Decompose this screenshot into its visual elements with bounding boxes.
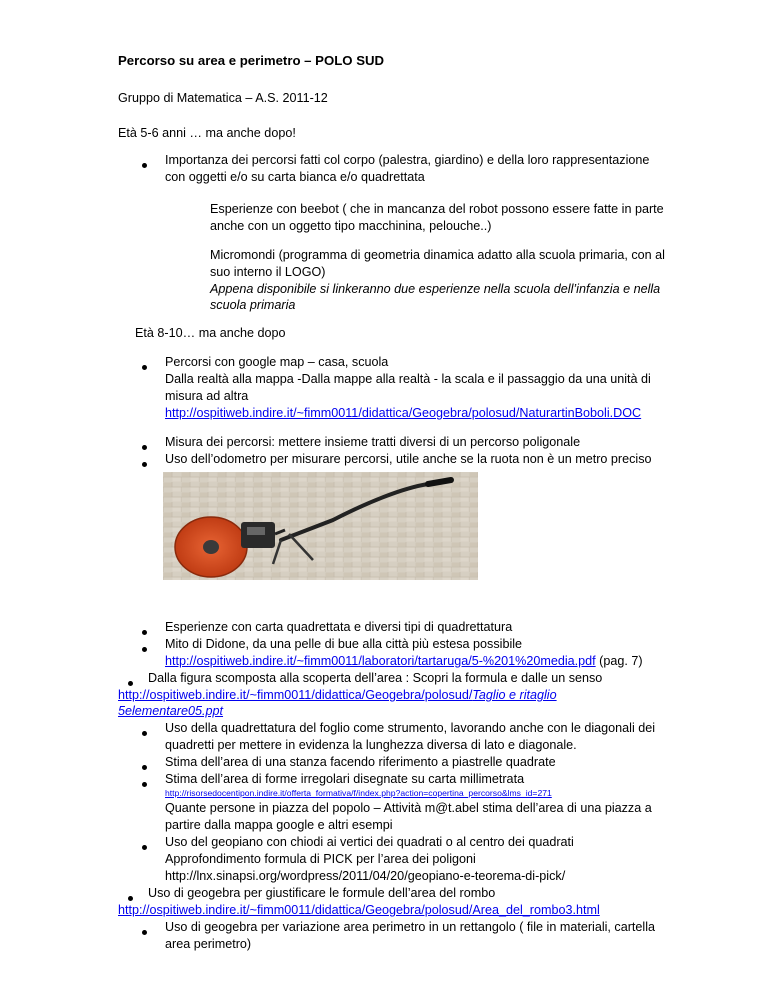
text-line: Approfondimento formula di PICK per l’area dei poligoni	[165, 852, 476, 866]
link-taglio-file[interactable]: 5elementare05.ppt	[118, 704, 224, 718]
text-line: Stima dell’area di forme irregolari disegnate su carta millimetrata	[165, 772, 525, 786]
text-line: Mito di Didone, da una pelle di bue alla città più estesa possibile	[165, 637, 523, 651]
text-line: partire dalla mappa google e altri esempi	[165, 818, 393, 832]
text-line: area perimetro)	[165, 937, 252, 951]
bullet-icon	[142, 365, 147, 370]
text-line: Uso di geogebra per variazione area perimetro in un rettangolo ( file in materiali, cartella	[165, 920, 656, 934]
text-line: Esperienze con beebot ( che in mancanza del robot possono essere fatte in parte	[210, 202, 664, 216]
bullet-icon	[142, 630, 147, 635]
link-naturart[interactable]: http://ospitiweb.indire.it/~fimm0011/didattica/Geogebra/polosud/NaturartinBoboli.DOC	[165, 406, 642, 420]
doc-title: Percorso su area e perimetro – POLO SUD	[118, 53, 385, 68]
link-risorse[interactable]: http://risorsedocentipon.indire.it/offerta_formativa/f/index.php?action=copertina_percorso&lms_id=271	[165, 788, 552, 798]
text-line: Percorsi con google map – casa, scuola	[165, 355, 389, 369]
page-ref: (pag. 7)	[595, 654, 643, 668]
text-line: Appena disponibile si linkeranno due esperienze nella scuola dell’infanzia e nella	[210, 282, 661, 296]
bullet-icon	[142, 731, 147, 736]
text-line: suo interno il LOGO)	[210, 265, 326, 279]
link-didone[interactable]: http://ospitiweb.indire.it/~fimm0011/laboratori/tartaruga/5-%201%20media.pdf	[165, 654, 596, 668]
link-taglio[interactable]: http://ospitiweb.indire.it/~fimm0011/didattica/Geogebra/polosud/	[118, 688, 473, 702]
text-line: Misura dei percorsi: mettere insieme tratti diversi di un percorso poligonale	[165, 435, 581, 449]
age-heading-2: Età 8-10… ma anche dopo	[135, 326, 286, 340]
link-rombo[interactable]: http://ospitiweb.indire.it/~fimm0011/didattica/Geogebra/polosud/Area_del_rombo3.html	[118, 903, 600, 917]
text-line: Uso di geogebra per giustificare le formule dell’area del rombo	[148, 886, 496, 900]
bullet-icon	[128, 896, 133, 901]
text-line: Dalla figura scomposta alla scoperta dell’area : Scopri la formula e dalle un senso	[148, 671, 603, 685]
bullet-icon	[142, 462, 147, 467]
bullet-icon	[142, 782, 147, 787]
link-taglio-italic[interactable]: Taglio e ritaglio	[472, 688, 557, 702]
bullet-icon	[142, 445, 147, 450]
text-line: misura ad altra	[165, 389, 249, 403]
odometer-photo	[163, 472, 478, 580]
text-line: Micromondi (programma di geometria dinamica adatto alla scuola primaria, con al	[210, 248, 665, 262]
text-line: Stima dell’area di una stanza facendo riferimento a piastrelle quadrate	[165, 755, 556, 769]
bullet-icon	[142, 163, 147, 168]
bullet-icon	[142, 647, 147, 652]
bullet-icon	[142, 765, 147, 770]
text-line	[118, 687, 557, 704]
text-line: Uso dell’odometro per misurare percorsi, utile anche se la ruota non è un metro preciso	[165, 452, 652, 466]
text-line: http://lnx.sinapsi.org/wordpress/2011/04/20/geopiano-e-teorema-di-pick/	[165, 869, 566, 883]
text-line: Quante persone in piazza del popolo – Attività m@t.abel stima dell’area di una piazza a	[165, 801, 652, 815]
text-line: quadretti per mettere in evidenza la lunghezza diversa di lato e diagonale.	[165, 738, 577, 752]
bullet-icon	[128, 681, 133, 686]
age-heading-1: Età 5-6 anni … ma anche dopo!	[118, 126, 296, 140]
group-line: Gruppo di Matematica – A.S. 2011-12	[118, 91, 328, 105]
text-line: Uso della quadrettatura del foglio come strumento, lavorando anche con le diagonali dei	[165, 721, 656, 735]
text-line: Dalla realtà alla mappa -Dalla mappe alla realtà - la scala e il passaggio da una unità di	[165, 372, 651, 386]
text-line: scuola primaria	[210, 298, 296, 312]
text-line	[165, 653, 643, 670]
text-line: Importanza dei percorsi fatti col corpo (palestra, giardino) e della loro rappresentazione	[165, 153, 650, 167]
odometer-icon	[163, 472, 478, 580]
text-line: anche con un oggetto tipo macchinina, pelouche..)	[210, 219, 492, 233]
text-line: con oggetti e/o su carta bianca e/o quadrettata	[165, 170, 425, 184]
text-line: Esperienze con carta quadrettata e diversi tipi di quadrettatura	[165, 620, 513, 634]
bullet-icon	[142, 930, 147, 935]
bullet-icon	[142, 845, 147, 850]
text-line: Uso del geopiano con chiodi ai vertici dei quadrati o al centro dei quadrati	[165, 835, 574, 849]
